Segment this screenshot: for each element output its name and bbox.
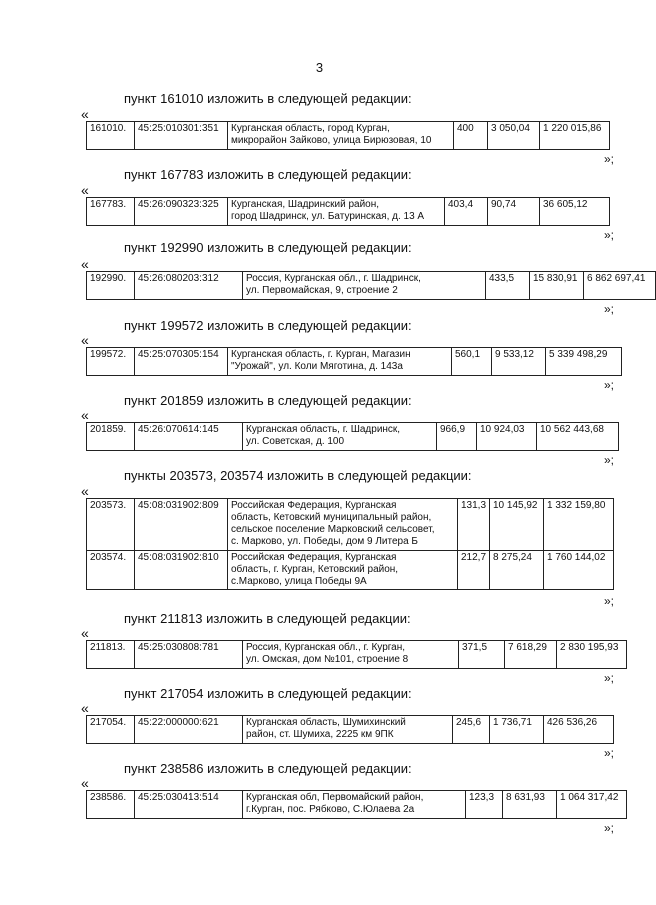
address-cell — [228, 348, 452, 376]
address-line: сельское поселение Марковский сельсовет, — [231, 524, 435, 535]
table-row — [87, 716, 614, 744]
address-line: район, ст. Шумиха, 2225 км 9ПК — [246, 729, 394, 740]
record-table — [86, 790, 627, 819]
address-cell — [243, 716, 453, 744]
area-cell: 560,1 — [452, 348, 492, 376]
record-table — [86, 347, 622, 376]
address-cell — [243, 423, 437, 451]
address-cell — [228, 122, 454, 150]
closing-quote: »; — [604, 453, 615, 467]
opening-quote: « — [81, 775, 89, 791]
cadastral-value-cell: 10 562 443,68 — [537, 423, 619, 451]
cadastral-number-cell: 45:26:090323:325 — [135, 198, 228, 226]
address-line: с.Марково, улица Победы 9А — [231, 576, 367, 587]
opening-quote: « — [81, 700, 89, 716]
record-number-cell: 211813. — [87, 641, 135, 669]
table-row — [87, 122, 610, 150]
address-line: Россия, Курганская обл., г. Курган, — [246, 642, 406, 653]
cadastral-number-cell: 45:25:010301:351 — [135, 122, 228, 150]
closing-quote: »; — [604, 746, 615, 760]
address-line: Курганская, Шадринский район, — [231, 199, 380, 210]
section-heading: пункт 161010 изложить в следующей редакции: — [124, 91, 412, 106]
address-line: ул. Омская, дом №101, строение 8 — [246, 654, 409, 665]
address-cell — [228, 499, 458, 551]
record-number-cell: 201859. — [87, 423, 135, 451]
cadastral-number-cell: 45:08:031902:809 — [135, 499, 228, 551]
closing-quote: »; — [604, 378, 615, 392]
cadastral-value-cell: 1 760 144,02 — [544, 551, 614, 590]
address-cell — [243, 791, 466, 819]
record-table — [86, 715, 614, 744]
record-number-cell: 199572. — [87, 348, 135, 376]
rate-cell: 1 736,71 — [490, 716, 544, 744]
address-line: область, Кетовский муниципальный район, — [231, 512, 432, 523]
record-number-cell: 203573. — [87, 499, 135, 551]
cadastral-number-cell: 45:26:070614:145 — [135, 423, 243, 451]
opening-quote: « — [81, 256, 89, 272]
cadastral-number-cell: 45:25:030413:514 — [135, 791, 243, 819]
cadastral-number-cell: 45:25:070305:154 — [135, 348, 228, 376]
area-cell: 966,9 — [437, 423, 477, 451]
section-heading: пункт 167783 изложить в следующей редакции: — [124, 167, 412, 182]
address-line: с. Марково, ул. Победы, дом 9 Литера Б — [231, 536, 418, 547]
cadastral-value-cell: 1 332 159,80 — [544, 499, 614, 551]
section-heading: пункты 203573, 203574 изложить в следующей редакции: — [124, 468, 472, 483]
closing-quote: »; — [604, 228, 615, 242]
cadastral-number-cell: 45:08:031902:810 — [135, 551, 228, 590]
address-line: Курганская область, город Курган, — [231, 123, 390, 134]
address-cell — [228, 551, 458, 590]
table-row — [87, 423, 619, 451]
section-heading: пункт 199572 изложить в следующей редакции: — [124, 318, 412, 333]
address-line: Курганская обл, Первомайский район, — [246, 792, 424, 803]
address-line: Курганская область, г. Шадринск, — [246, 424, 401, 435]
address-line: г.Курган, пос. Рябково, С.Юлаева 2а — [246, 804, 415, 815]
address-line: Российская Федерация, Курганская — [231, 552, 397, 563]
cadastral-value-cell: 426 536,26 — [544, 716, 614, 744]
section-heading: пункт 217054 изложить в следующей редакции: — [124, 686, 412, 701]
area-cell: 245,6 — [453, 716, 490, 744]
section-heading: пункт 211813 изложить в следующей редакции: — [124, 611, 411, 626]
record-number-cell: 203574. — [87, 551, 135, 590]
section-heading: пункт 192990 изложить в следующей редакции: — [124, 240, 412, 255]
area-cell: 212,7 — [458, 551, 490, 590]
address-line: "Урожай", ул. Коли Мяготина, д. 143а — [231, 361, 403, 372]
area-cell: 131,3 — [458, 499, 490, 551]
opening-quote: « — [81, 483, 89, 499]
table-row — [87, 499, 614, 551]
rate-cell: 8 631,93 — [503, 791, 557, 819]
cadastral-number-cell: 45:25:030808:781 — [135, 641, 243, 669]
area-cell: 371,5 — [459, 641, 505, 669]
section-heading: пункт 201859 изложить в следующей редакции: — [124, 393, 412, 408]
rate-cell: 3 050,04 — [488, 122, 540, 150]
opening-quote: « — [81, 182, 89, 198]
address-line: город Шадринск, ул. Батуринская, д. 13 А — [231, 211, 425, 222]
table-row — [87, 198, 610, 226]
closing-quote: »; — [604, 152, 615, 166]
record-table — [86, 498, 614, 590]
closing-quote: »; — [604, 821, 615, 835]
rate-cell: 90,74 — [488, 198, 540, 226]
area-cell: 123,3 — [466, 791, 503, 819]
table-row — [87, 641, 627, 669]
record-table — [86, 271, 656, 300]
table-row — [87, 791, 627, 819]
cadastral-value-cell: 6 862 697,41 — [584, 272, 656, 300]
address-line: Российская Федерация, Курганская — [231, 500, 397, 511]
table-row — [87, 348, 622, 376]
area-cell: 400 — [454, 122, 488, 150]
section-heading: пункт 238586 изложить в следующей редакции: — [124, 761, 412, 776]
address-line: микрорайон Зайково, улица Бирюзовая, 10 — [231, 135, 432, 146]
address-line: ул. Первомайская, 9, строение 2 — [246, 285, 398, 296]
cadastral-value-cell: 36 605,12 — [540, 198, 610, 226]
record-number-cell: 192990. — [87, 272, 135, 300]
rate-cell: 15 830,91 — [530, 272, 584, 300]
address-cell — [243, 641, 459, 669]
rate-cell: 10 924,03 — [477, 423, 537, 451]
opening-quote: « — [81, 625, 89, 641]
cadastral-value-cell: 1 220 015,86 — [540, 122, 610, 150]
closing-quote: »; — [604, 671, 615, 685]
record-table — [86, 422, 619, 451]
cadastral-number-cell: 45:22:000000:621 — [135, 716, 243, 744]
rate-cell: 7 618,29 — [505, 641, 557, 669]
opening-quote: « — [81, 106, 89, 122]
cadastral-number-cell: 45:26:080203:312 — [135, 272, 243, 300]
rate-cell: 8 275,24 — [490, 551, 544, 590]
record-table — [86, 640, 627, 669]
record-number-cell: 167783. — [87, 198, 135, 226]
table-row — [87, 551, 614, 590]
address-line: Курганская область, Шумихинский — [246, 717, 406, 728]
closing-quote: »; — [604, 302, 615, 316]
record-number-cell: 238586. — [87, 791, 135, 819]
address-line: Курганская область, г. Курган, Магазин — [231, 349, 411, 360]
address-line: Россия, Курганская обл., г. Шадринск, — [246, 273, 421, 284]
address-line: область, г. Курган, Кетовский район, — [231, 564, 399, 575]
area-cell: 433,5 — [486, 272, 530, 300]
cadastral-value-cell: 1 064 317,42 — [557, 791, 627, 819]
table-row — [87, 272, 656, 300]
cadastral-value-cell: 2 830 195,93 — [557, 641, 627, 669]
record-number-cell: 161010. — [87, 122, 135, 150]
rate-cell: 9 533,12 — [492, 348, 546, 376]
opening-quote: « — [81, 332, 89, 348]
record-table — [86, 197, 610, 226]
cadastral-value-cell: 5 339 498,29 — [546, 348, 622, 376]
area-cell: 403,4 — [445, 198, 488, 226]
closing-quote: »; — [604, 594, 615, 608]
address-cell — [243, 272, 486, 300]
record-number-cell: 217054. — [87, 716, 135, 744]
address-line: ул. Советская, д. 100 — [246, 436, 345, 447]
opening-quote: « — [81, 407, 89, 423]
record-table — [86, 121, 610, 150]
page-number: 3 — [315, 60, 324, 75]
rate-cell: 10 145,92 — [490, 499, 544, 551]
address-cell — [228, 198, 445, 226]
